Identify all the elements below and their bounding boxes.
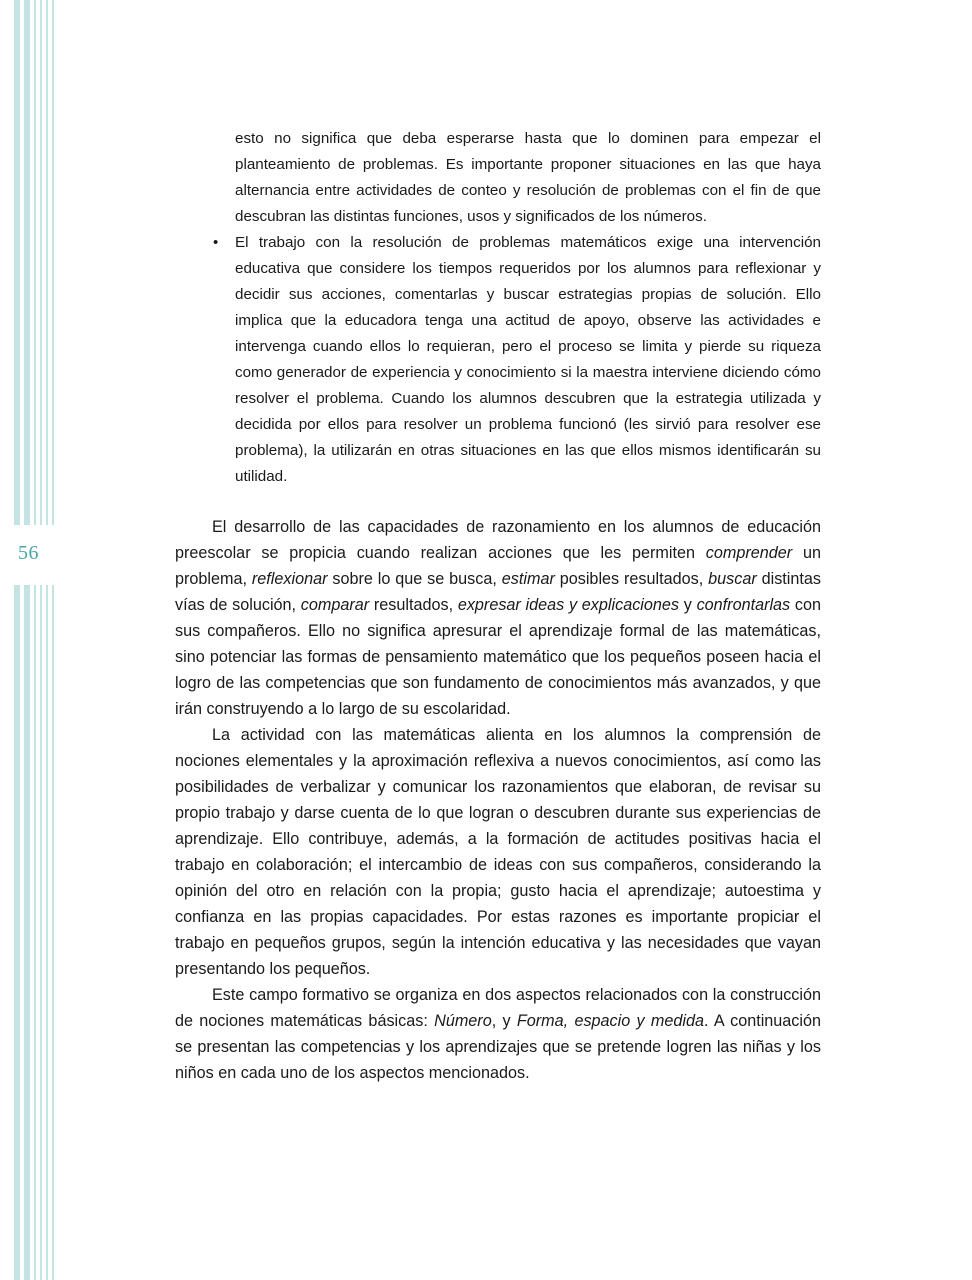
margin-stripes <box>0 0 56 1280</box>
bullet-text: El trabajo con la resolución de problemas matemáticos exige una intervención educativa que considere los tiempos requeridos por los alumnos para reflexionar y decidir sus acciones, comentarlas y buscar estrategias propias de solución. Ello implica que la educadora tenga una actitud de apoyo, observe las actividades e intervenga cuando ellos lo requieran, pero el proceso se limita y pierde su riqueza como generador de experiencia y conocimiento si la maestra interviene diciendo cómo resolver el problema. Cuando los alumnos descubren que la estrategia utilizada y decidida por ellos para resolver un problema funcionó (les sirvió para resolver ese problema), la utilizarán en otras situaciones en las que ellos mismos identificarán su utilidad. <box>235 234 821 485</box>
body-text <box>175 514 821 1086</box>
paragraph-1: El desarrollo de las capacidades de razonamiento en los alumnos de educación preescolar se propicia cuando realizan acciones que les permiten comprender un problema, reflexionar sobre lo que se busca, estimar posibles resultados, buscar distintas vías de solución, comparar resultados, expresar ideas y explicaciones y confrontarlas con sus compañeros. Ello no significa apresurar el aprendizaje formal de las matemáticas, sino potenciar las formas de pensamiento matemático que los pequeños poseen hacia el logro de las competencias que son fundamento de conocimientos más avanzados, y que irán construyendo a lo largo de su escolaridad. <box>175 518 821 718</box>
list-item <box>213 230 821 490</box>
bullet-continuation: esto no significa que deba esperarse hasta que lo dominen para empezar el planteamiento de problemas. Es importante proponer situaciones en las que haya alternancia entre actividades de conteo y resolución de problemas con el fin de que descubran las distintas funciones, usos y significados de los números. <box>235 130 821 225</box>
page-number: 56 <box>18 542 39 564</box>
paragraph-3: Este campo formativo se organiza en dos aspectos relacionados con la construcción de nociones matemáticas básicas: Número, y Forma, espacio y medida. A continuación se presentan las competencias y los aprendizajes que se pretende logren las niñas y los niños en cada uno de los aspectos mencionados. <box>175 986 822 1082</box>
bullet-list <box>213 126 821 490</box>
bullet-icon: • <box>213 234 219 251</box>
paragraph-2: La actividad con las matemáticas alienta en los alumnos la comprensión de nociones elementales y la aproximación reflexiva a nuevos conocimientos, así como las posibilidades de verbalizar y comunicar los razonamientos que elaboran, de revisar su propio trabajo y darse cuenta de lo que logran o descubren durante sus experiencias de aprendizaje. Ello contribuye, además, a la formación de actitudes positivas hacia el trabajo en colaboración; el intercambio de ideas con sus compañeros, considerando la opinión del otro en relación con la propia; gusto hacia el aprendizaje; autoestima y confianza en las propias capacidades. Por estas razones es importante propiciar el trabajo en pequeños grupos, según la intención educativa y las necesidades que vayan presentando los pequeños. <box>175 726 821 978</box>
